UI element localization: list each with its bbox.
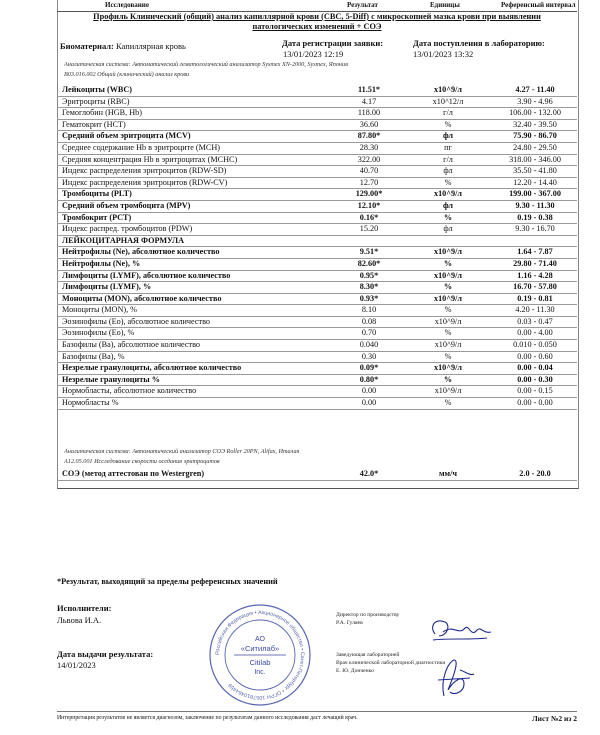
test-name: Моноциты (MON), абсолютное количество [62,293,222,303]
test-ref: 0.19 - 0.81 [517,293,553,303]
col-result-header: Результат [347,1,378,9]
issue-date-label: Дата выдачи результата: [57,649,154,659]
test-result: 4.17 [361,96,377,106]
company-stamp [208,603,312,707]
test-result: 9.51* [359,247,379,257]
analyzer-system-1: Аналитическая система: Автоматический гематологический анализатор Sysmex XN-2000, Sysmex, Япония B03.016.002 Общий (клинический) анализ крови [64,61,348,78]
test-result: 12.10* [357,200,381,210]
out-of-range-note: *Результат, выходящий за пределы референсных значений [57,577,278,586]
test-units: % [443,374,453,384]
lab-date-value: 13/01/2023 13:32 [413,49,474,59]
test-units: % [444,351,452,361]
test-units: x10^9/л [434,316,462,326]
test-name: СОЭ (метод аттестован по Westergren) [62,469,205,478]
col-ref-header: Референсный интервал [501,1,576,9]
test-name: Средний объем тромбоцита (MPV) [62,200,191,210]
test-name: ЛЕЙКОЦИТАРНАЯ ФОРМУЛА [62,235,184,245]
test-ref: 12.20 - 14.40 [513,177,557,187]
test-ref: 9.30 - 16.70 [515,224,555,234]
table-row [57,247,577,259]
table-row [57,85,577,97]
test-result: 0.09* [359,363,379,373]
test-name: Индекс распределения эритроцитов (RDW-SD) [62,166,227,176]
test-name: Незрелые гранулоциты % [62,374,160,384]
test-units: x10^9/л [433,363,462,373]
esr-table [57,469,577,481]
test-ref: 3.90 - 4.96 [517,96,553,106]
test-result: 0.040 [359,340,379,350]
test-units: г/л [443,154,453,164]
test-ref: 0.010 - 0.050 [513,340,557,350]
test-units: пг [444,142,452,152]
test-units: x10^9/л [434,386,462,396]
test-units: x10^9/л [433,85,462,94]
test-result: 129.00* [355,189,383,199]
test-units: x10^9/л [433,270,462,280]
test-ref: 0.00 - 0.00 [517,398,553,408]
table-row [57,166,577,178]
test-ref: 1.64 - 7.87 [517,247,553,257]
test-name: Эозинофилы (Eo), абсолютное количество [62,316,210,326]
test-units: % [443,282,453,292]
test-name: Индекс распред. тромбоцитов (PDW) [62,224,193,234]
table-row [57,201,577,213]
test-units: фл [443,224,453,234]
lab-head-signature [430,656,480,702]
analyzer-system-2: Аналитическая система: Автоматический анализатор СОЭ Roller 20PN, Alifax, Италия A12.05.001 Исследование скорости оседания эритроцитов [64,448,300,465]
director-signature [425,614,495,648]
test-result: 0.00 [361,398,377,408]
stamp-text-4: Inc. [254,669,266,676]
table-row [57,305,577,317]
test-result: 0.95* [359,270,379,280]
test-ref: 106.00 - 132.00 [509,108,561,118]
table-row [57,294,577,306]
test-ref: 75.90 - 86.70 [513,131,557,141]
test-name: Лимфоциты (LYMF), абсолютное количество [62,270,231,280]
test-name: Лимфоциты (LYMF), % [62,282,152,292]
test-ref: 35.50 - 41.80 [513,166,557,176]
test-ref: 199.00 - 367.00 [509,189,561,199]
test-result: 82.60* [357,258,381,268]
test-ref: 2.0 - 20.0 [519,469,551,478]
table-row [57,224,577,236]
test-units: % [444,398,452,408]
test-name: Тромбоциты (PLT) [62,189,132,199]
test-name: Тромбокрит (PCT) [62,212,132,222]
test-name: Гематокрит (HCT) [62,119,126,129]
reg-date-label: Дата регистрации заявки: [282,38,384,48]
page-footer [57,711,577,724]
stamp-text-1: АО [255,636,265,643]
test-ref: 0.03 - 0.47 [517,316,553,326]
test-ref: 32.40 - 39.50 [513,119,557,129]
test-units: x10^12/л [432,96,464,106]
test-ref: 29.80 - 71.40 [513,258,557,268]
test-units: % [443,258,453,268]
test-units: % [443,212,453,222]
test-ref: 1.16 - 4.28 [517,270,553,280]
test-name: Эозинофилы (Eo), % [62,328,135,338]
table-row [57,317,577,329]
test-units: мм/ч [438,469,458,478]
table-row [57,143,577,155]
test-name: Нейтрофилы (Ne), % [62,258,141,268]
table-row [57,328,577,340]
table-row [57,375,577,387]
page-number: Лист №2 из 2 [532,714,577,723]
test-result: 322.00 [357,154,381,164]
test-units: % [444,305,452,315]
test-result: 36.60 [359,119,379,129]
test-ref: 16.70 - 57.80 [513,282,557,292]
stamp-ring-text: Российская Федерация • Акционерное общество • Санкт-Петербург • ОГРН 1057810464459 [214,609,306,701]
test-name: Нормобласты % [62,398,119,408]
test-ref: 24.80 - 29.50 [513,142,557,152]
table-row [57,178,577,190]
test-result: 0.93* [359,293,379,303]
test-name: Базофилы (Ba), % [62,351,125,361]
col-test-header: Исследование [105,1,149,9]
test-result: 42.0* [359,469,379,478]
table-row [57,363,577,375]
test-units: г/л [443,108,453,118]
test-result: 0.00 [361,386,377,396]
executors-label: Исполнители: [57,603,112,613]
test-ref: 0.00 - 4.00 [517,328,553,338]
results-table [57,85,577,410]
test-result: 118.00 [357,108,381,118]
table-row [57,469,577,481]
test-name: Гемоглобин (HGB, Hb) [62,108,142,118]
test-name: Эритроциты (RBC) [62,96,130,106]
footer-disclaimer: Интерпретация результатов не является диагнозом, заключение по результатам данного исследования даст лечащий врач. [57,715,358,721]
test-units: фл [443,166,453,176]
test-name: Нейтрофилы (Ne), абсолютное количество [62,247,220,257]
test-units: % [444,177,452,187]
table-row [57,155,577,167]
test-name: Незрелые гранулоциты, абсолютное количество [62,363,242,373]
stamp-text-2: «Ситилаб» [240,644,280,653]
test-ref: 0.00 - 0.04 [517,363,553,373]
test-result: 0.16* [359,212,379,222]
table-row [57,271,577,283]
profile-title: Профиль Клинический (общий) анализ капиллярной крови (CBC, 5-Diff) с микроскопией мазка крови при выявлении патологических изменений + СОЭ [93,12,541,31]
table-row [57,108,577,120]
table-row [57,259,577,271]
lab-date-label: Дата поступления в лабораторию: [413,38,545,48]
table-row [57,131,577,143]
test-result: 40.70 [359,166,379,176]
test-ref: 9.30 - 11.30 [515,200,555,210]
table-row [57,398,577,410]
table-row [57,386,577,398]
test-units: фл [442,131,454,141]
test-name: Индекс распределения эритроцитов (RDW-CV) [62,177,228,187]
test-units: фл [442,200,454,210]
test-ref: 0.19 - 0.38 [517,212,553,222]
test-result: 12.70 [359,177,379,187]
table-header [57,0,577,12]
test-name: Базофилы (Ba), абсолютное количество [62,340,201,350]
table-row [57,352,577,364]
test-units: x10^9/л [434,340,462,350]
col-units-header: Единицы [430,1,460,9]
biomaterial: Биоматериал: Капиллярная кровь [60,41,186,51]
issue-date-value: 14/01/2023 [57,660,96,670]
table-row [57,213,577,225]
test-name: Среднее содержание Hb в эритроците (MCH) [62,142,221,152]
test-name: Средняя концентрация Hb в эритроцитах (MCHC) [62,154,238,164]
test-name: Моноциты (MON), % [62,305,138,315]
test-result: 0.80* [359,374,379,384]
test-units: x10^9/л [433,189,462,199]
table-row [57,97,577,109]
test-units: % [444,119,452,129]
stamp-text-3: Citilab [249,658,271,667]
test-units: x10^9/л [433,293,462,303]
test-result: 11.51* [357,85,381,94]
table-row [57,189,577,201]
test-units: x10^9/л [433,247,462,257]
lab-head-signature-block: Заведующая лабораторией Врач клинической лабораторной диагностики Е. Ю. Донченко [336,652,446,674]
reg-date-value: 13/01/2023 12:19 [283,49,344,59]
test-result: 28.30 [359,142,379,152]
test-result: 87.80* [357,131,381,141]
test-name: Средний объем эритроцита (MCV) [62,131,191,141]
test-result: 8.30* [359,282,379,292]
table-row [57,236,577,248]
test-result: 0.08 [361,316,377,326]
table-row [57,120,577,132]
test-ref: 0.00 - 0.30 [517,374,553,384]
test-ref: 4.20 - 11.30 [515,305,555,315]
test-ref: 0.00 - 0.60 [517,351,553,361]
test-name: Нормобласты, абсолютное количество [62,386,197,396]
test-result: 0.70 [361,328,377,338]
test-ref: 318.00 - 346.00 [509,154,561,164]
test-ref: 0.00 - 0.15 [517,386,553,396]
test-name: Лейкоциты (WBC) [62,85,133,94]
test-result: 0.30 [361,351,377,361]
test-result: 15.20 [359,224,379,234]
test-ref: 4.27 - 11.40 [515,85,555,94]
test-result: 8.10 [361,305,377,315]
executors-value: Львова И.А. [57,615,102,625]
table-row [57,282,577,294]
test-units: % [444,328,452,338]
director-signature-block: Директор по производству Р.А. Гуляев [336,612,400,626]
table-row [57,340,577,352]
